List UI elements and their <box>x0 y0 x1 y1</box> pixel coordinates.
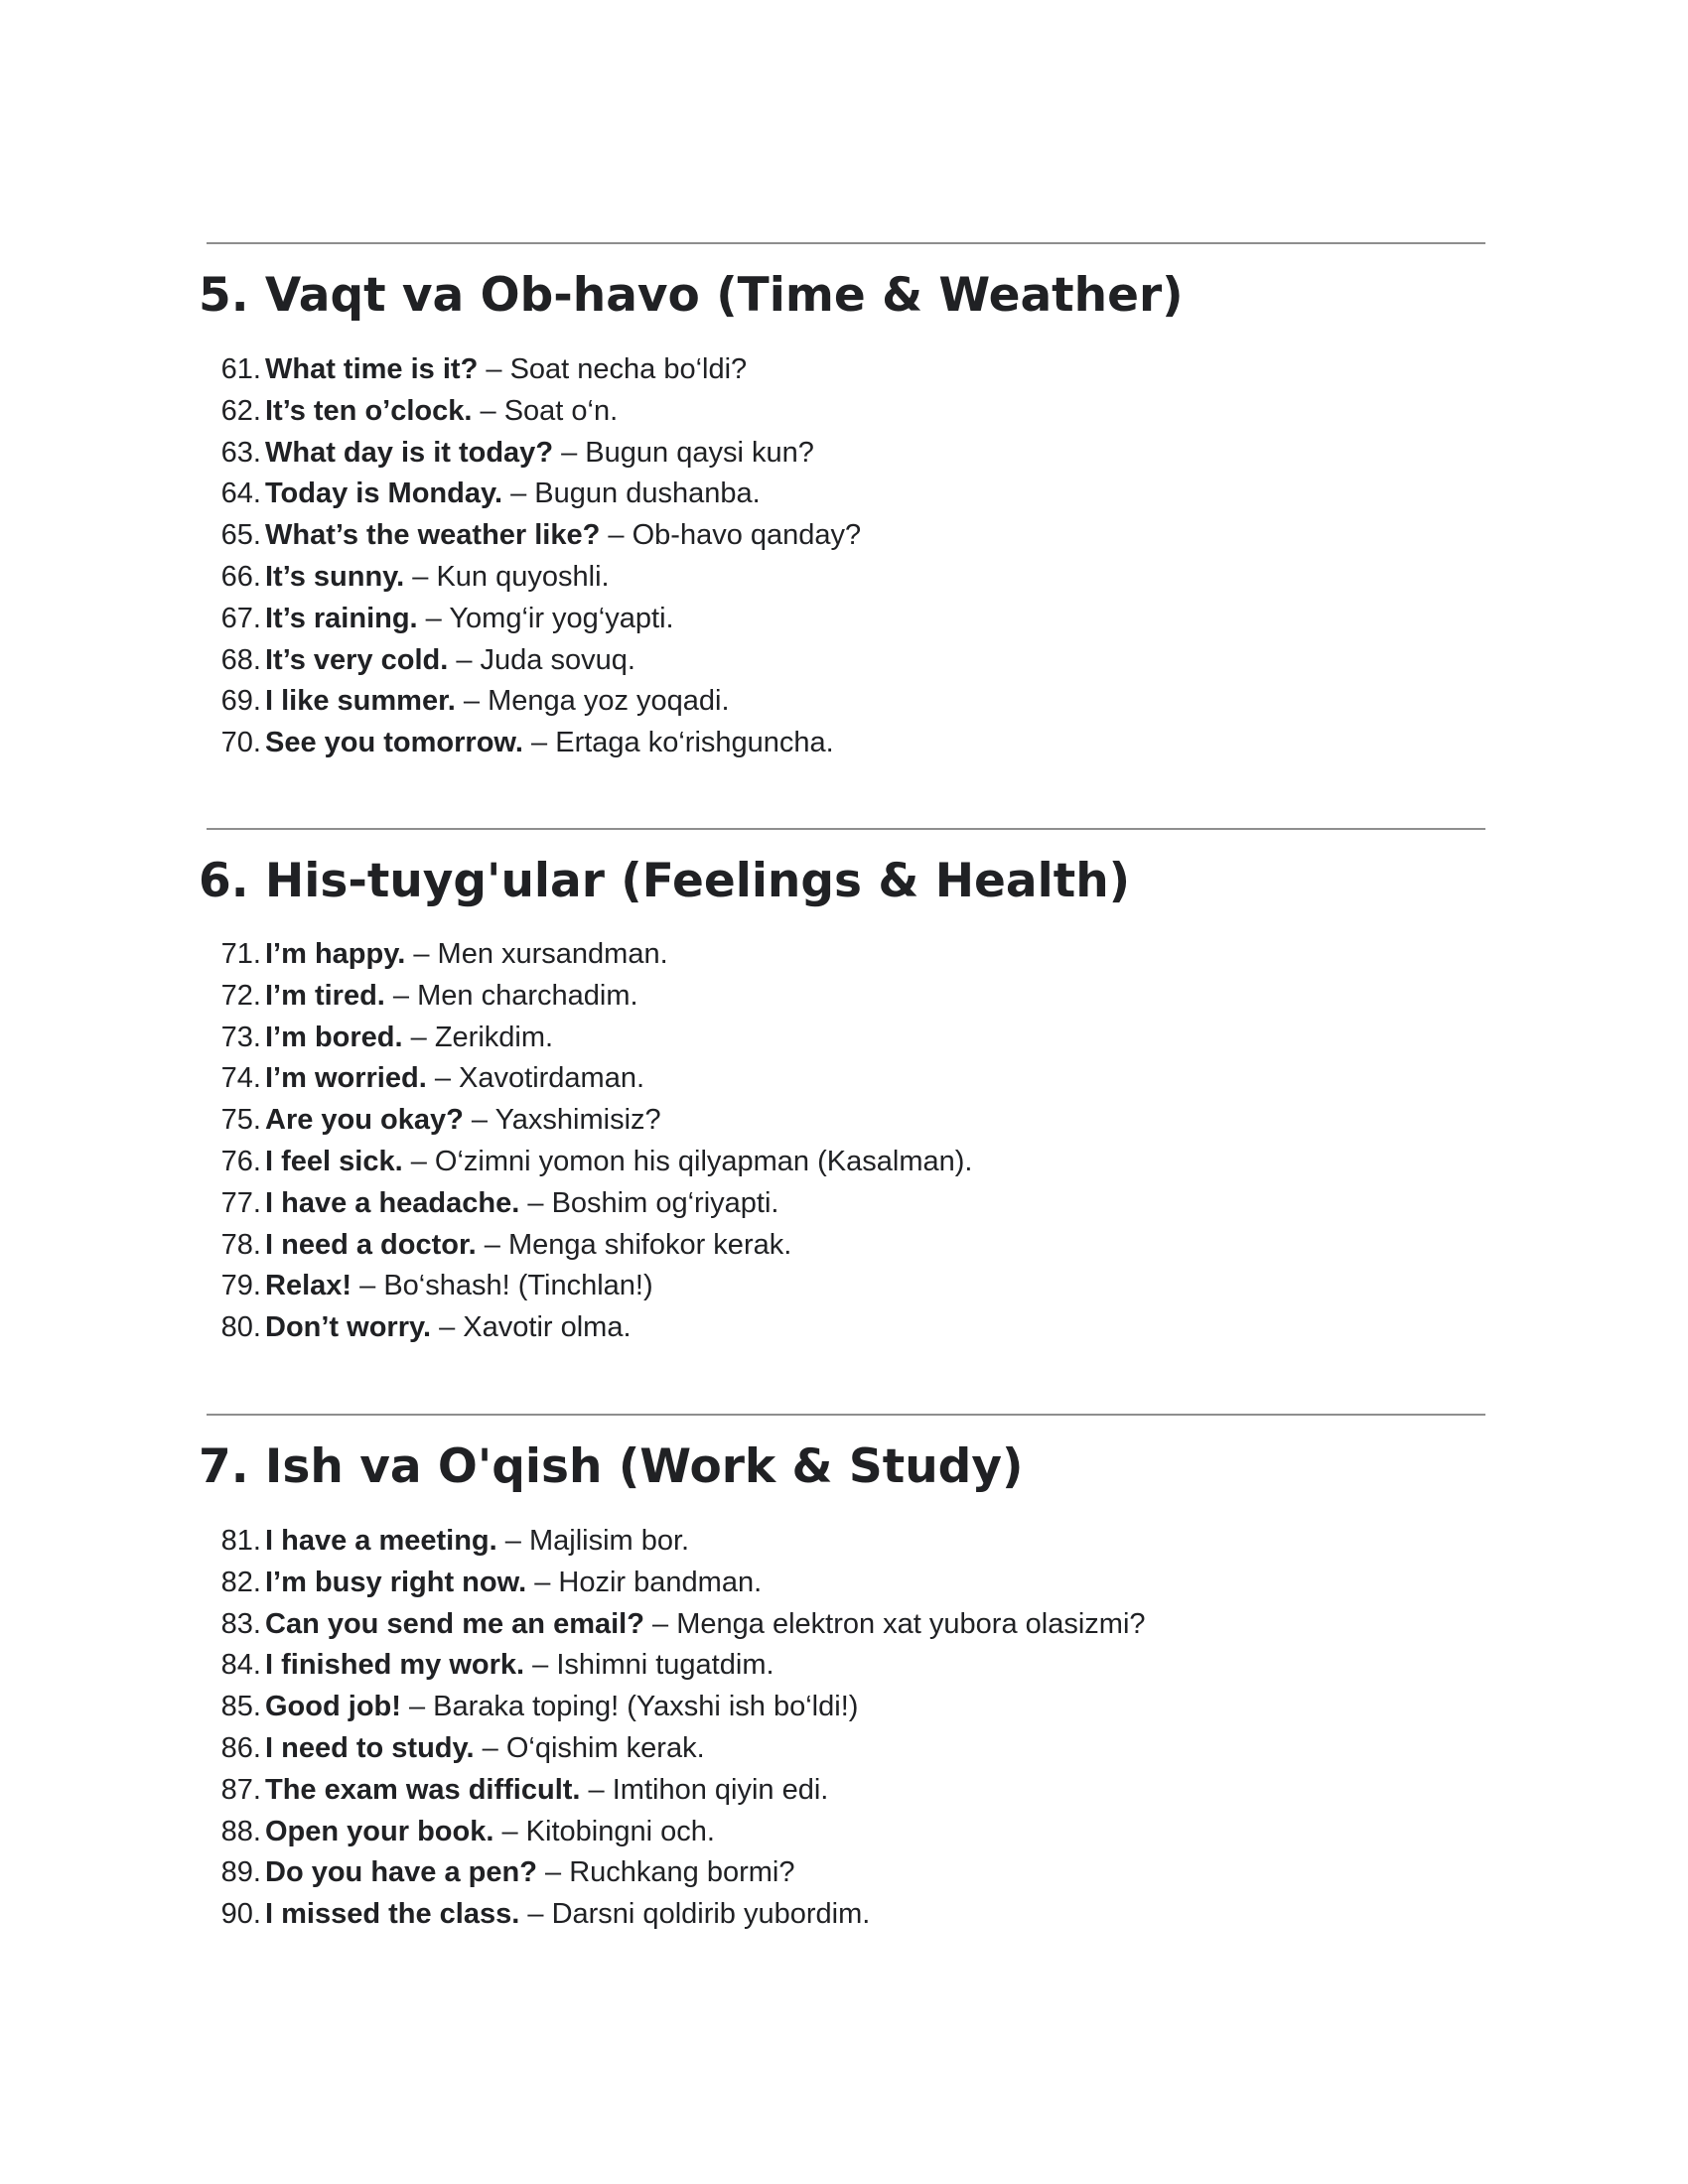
english-phrase: Good job! <box>265 1691 401 1723</box>
uzbek-translation: O‘zimni yomon his qilyapman (Kasalman). <box>434 1145 973 1177</box>
phrase-text <box>265 1183 778 1225</box>
dash-separator: – <box>527 1186 544 1219</box>
uzbek-translation: Boshim og‘riyapti. <box>551 1186 779 1219</box>
phrase-number: 80. <box>220 1311 261 1344</box>
phrase-text <box>265 433 814 475</box>
english-phrase: I missed the class. <box>265 1898 520 1931</box>
phrase-text <box>265 1521 689 1563</box>
english-phrase: I’m happy. <box>265 938 406 970</box>
dash-separator: – <box>408 1691 426 1723</box>
dash-separator: – <box>456 643 473 676</box>
phrase-item <box>0 1521 1688 1563</box>
phrase-number: 76. <box>220 1145 261 1177</box>
uzbek-translation: Xavotirdaman. <box>459 1062 645 1095</box>
phrase-item <box>0 557 1688 599</box>
dash-separator: – <box>413 938 430 970</box>
phrase-item <box>0 1604 1688 1646</box>
phrase-number: 85. <box>220 1691 261 1723</box>
english-phrase: See you tomorrow. <box>265 727 523 759</box>
phrase-number: 84. <box>220 1649 261 1682</box>
english-phrase: Today is Monday. <box>265 478 503 510</box>
uzbek-translation: Soat o‘n. <box>503 394 619 427</box>
uzbek-translation: Majlisim bor. <box>528 1525 690 1557</box>
phrase-item <box>0 1266 1688 1307</box>
dash-separator: – <box>425 602 442 634</box>
phrase-item <box>0 1142 1688 1183</box>
phrase-item <box>0 391 1688 433</box>
phrase-number: 68. <box>220 643 261 676</box>
english-phrase: Do you have a pen? <box>265 1856 537 1889</box>
phrase-item <box>0 1894 1688 1936</box>
phrase-text <box>265 599 674 640</box>
phrase-text <box>265 723 834 764</box>
dash-separator: – <box>527 1898 544 1931</box>
phrase-number: 75. <box>220 1104 261 1137</box>
phrase-item <box>0 515 1688 557</box>
uzbek-translation: Menga elektron xat yubora olasizmi? <box>676 1607 1146 1640</box>
phrase-item <box>0 640 1688 682</box>
dash-separator: – <box>484 1228 500 1261</box>
section-divider <box>207 828 1485 830</box>
uzbek-translation: Zerikdim. <box>434 1021 554 1053</box>
english-phrase: It’s ten o’clock. <box>265 394 473 427</box>
uzbek-translation: Men xursandman. <box>437 938 668 970</box>
uzbek-translation: Ishimni tugatdim. <box>556 1649 774 1682</box>
uzbek-translation: Bo‘shash! (Tinchlan!) <box>383 1270 653 1302</box>
english-phrase: I’m busy right now. <box>265 1566 527 1598</box>
english-phrase: Can you send me an email? <box>265 1607 644 1640</box>
dash-separator: – <box>608 519 625 552</box>
english-phrase: Open your book. <box>265 1815 494 1847</box>
dash-separator: – <box>534 1566 551 1598</box>
dash-separator: – <box>588 1773 605 1806</box>
dash-separator: – <box>412 560 429 593</box>
phrase-number: 83. <box>220 1607 261 1640</box>
english-phrase: I need a doctor. <box>265 1228 477 1261</box>
phrase-text <box>265 1770 828 1812</box>
phrase-item <box>0 599 1688 640</box>
phrase-text <box>265 391 618 433</box>
phrase-number: 86. <box>220 1731 261 1764</box>
phrase-item <box>0 1770 1688 1812</box>
phrase-list <box>0 349 1688 764</box>
uzbek-translation: Bugun dushanba. <box>534 478 761 510</box>
phrase-number: 65. <box>220 519 261 552</box>
phrase-item <box>0 1563 1688 1604</box>
english-phrase: The exam was difficult. <box>265 1773 581 1806</box>
phrase-text <box>265 1852 795 1894</box>
phrase-text <box>265 934 668 976</box>
phrase-text <box>265 640 635 682</box>
phrase-number: 71. <box>220 938 261 970</box>
phrase-text <box>265 1142 972 1183</box>
uzbek-translation: Yomg‘ir yog‘yapti. <box>449 602 674 634</box>
phrase-item <box>0 1812 1688 1853</box>
phrase-number: 61. <box>220 353 261 385</box>
uzbek-translation: Imtihon qiyin edi. <box>612 1773 829 1806</box>
phrase-list <box>0 1521 1688 1936</box>
english-phrase: I like summer. <box>265 685 456 718</box>
phrase-text <box>265 681 730 723</box>
dash-separator: – <box>480 394 496 427</box>
dash-separator: – <box>471 1104 489 1137</box>
dash-separator: – <box>504 1525 521 1557</box>
section-divider <box>207 1414 1485 1416</box>
uzbek-translation: Juda sovuq. <box>480 643 635 676</box>
uzbek-translation: Yaxshimisiz? <box>494 1104 661 1137</box>
dash-separator: – <box>359 1270 376 1302</box>
english-phrase: I need to study. <box>265 1731 475 1764</box>
dash-separator: – <box>486 353 502 385</box>
phrase-number: 73. <box>220 1021 261 1053</box>
phrase-text <box>265 349 747 391</box>
uzbek-translation: Soat necha bo‘ldi? <box>509 353 748 385</box>
phrase-item <box>0 1018 1688 1059</box>
phrase-number: 62. <box>220 394 261 427</box>
dash-separator: – <box>463 685 481 718</box>
phrase-number: 78. <box>220 1228 261 1261</box>
phrase-text <box>265 1687 858 1728</box>
uzbek-translation: Darsni qoldirib yubordim. <box>551 1898 871 1931</box>
phrase-number: 79. <box>220 1270 261 1302</box>
dash-separator: – <box>501 1815 518 1847</box>
phrase-text <box>265 1225 791 1267</box>
phrase-number: 89. <box>220 1856 261 1889</box>
phrase-item <box>0 1728 1688 1770</box>
phrase-text <box>265 1058 644 1100</box>
phrase-item <box>0 1645 1688 1687</box>
phrase-number: 64. <box>220 478 261 510</box>
english-phrase: It’s raining. <box>265 602 418 634</box>
phrase-item <box>0 934 1688 976</box>
dash-separator: – <box>532 1649 549 1682</box>
phrase-number: 69. <box>220 685 261 718</box>
phrase-text <box>265 557 610 599</box>
english-phrase: Are you okay? <box>265 1104 464 1137</box>
phrase-number: 81. <box>220 1525 261 1557</box>
english-phrase: I finished my work. <box>265 1649 525 1682</box>
uzbek-translation: Men charchadim. <box>417 979 638 1012</box>
english-phrase: I have a headache. <box>265 1186 520 1219</box>
english-phrase: I feel sick. <box>265 1145 403 1177</box>
english-phrase: What time is it? <box>265 353 479 385</box>
uzbek-translation: Xavotir olma. <box>463 1311 632 1344</box>
dash-separator: – <box>482 1731 498 1764</box>
phrase-number: 82. <box>220 1566 261 1598</box>
phrase-item <box>0 681 1688 723</box>
english-phrase: It’s very cold. <box>265 643 449 676</box>
english-phrase: What’s the weather like? <box>265 519 601 552</box>
phrase-text <box>265 1018 553 1059</box>
phrase-text <box>265 1812 715 1853</box>
section-heading: 7. Ish va O'qish (Work & Study) <box>199 1439 1024 1494</box>
section-heading: 6. His-tuyg'ular (Feelings & Health) <box>199 854 1131 908</box>
phrase-text <box>265 1728 705 1770</box>
phrase-item <box>0 1852 1688 1894</box>
english-phrase: Don’t worry. <box>265 1311 432 1344</box>
phrase-text <box>265 1604 1146 1646</box>
phrase-number: 66. <box>220 560 261 593</box>
dash-separator: – <box>652 1607 669 1640</box>
english-phrase: It’s sunny. <box>265 560 405 593</box>
phrase-item <box>0 1100 1688 1142</box>
phrase-item <box>0 1183 1688 1225</box>
phrase-number: 63. <box>220 436 261 469</box>
phrase-number: 67. <box>220 602 261 634</box>
phrase-item <box>0 474 1688 515</box>
phrase-text <box>265 1894 870 1936</box>
phrase-item <box>0 1225 1688 1267</box>
phrase-text <box>265 515 861 557</box>
phrase-number: 74. <box>220 1062 261 1095</box>
uzbek-translation: Ruchkang bormi? <box>569 1856 795 1889</box>
uzbek-translation: Hozir bandman. <box>558 1566 763 1598</box>
phrase-text <box>265 474 761 515</box>
phrase-number: 72. <box>220 979 261 1012</box>
uzbek-translation: Kun quyoshli. <box>436 560 610 593</box>
uzbek-translation: Menga yoz yoqadi. <box>488 685 730 718</box>
phrase-item <box>0 1307 1688 1349</box>
phrase-text <box>265 1100 661 1142</box>
english-phrase: I’m tired. <box>265 979 385 1012</box>
section-divider <box>207 242 1485 244</box>
phrase-item <box>0 976 1688 1018</box>
phrase-item <box>0 723 1688 764</box>
english-phrase: What day is it today? <box>265 436 554 469</box>
phrase-item <box>0 1687 1688 1728</box>
phrase-list <box>0 934 1688 1349</box>
dash-separator: – <box>410 1021 427 1053</box>
section-heading: 5. Vaqt va Ob-havo (Time & Weather) <box>199 268 1184 323</box>
phrase-item <box>0 1058 1688 1100</box>
dash-separator: – <box>561 436 578 469</box>
phrase-text <box>265 1307 632 1349</box>
dash-separator: – <box>545 1856 562 1889</box>
phrase-item <box>0 433 1688 475</box>
phrase-text <box>265 1266 653 1307</box>
english-phrase: I’m worried. <box>265 1062 427 1095</box>
uzbek-translation: Bugun qaysi kun? <box>585 436 814 469</box>
english-phrase: I have a meeting. <box>265 1525 497 1557</box>
phrase-text <box>265 976 638 1018</box>
uzbek-translation: Baraka toping! (Yaxshi ish bo‘ldi!) <box>433 1691 859 1723</box>
dash-separator: – <box>510 478 527 510</box>
uzbek-translation: Kitobingni och. <box>525 1815 715 1847</box>
english-phrase: I’m bored. <box>265 1021 403 1053</box>
english-phrase: Relax! <box>265 1270 352 1302</box>
phrase-text <box>265 1645 774 1687</box>
phrase-text <box>265 1563 762 1604</box>
phrase-number: 77. <box>220 1186 261 1219</box>
dash-separator: – <box>439 1311 456 1344</box>
phrase-number: 87. <box>220 1773 261 1806</box>
dash-separator: – <box>392 979 410 1012</box>
phrase-number: 88. <box>220 1815 261 1847</box>
uzbek-translation: Ob-havo qanday? <box>632 519 862 552</box>
dash-separator: – <box>434 1062 451 1095</box>
phrase-item <box>0 349 1688 391</box>
uzbek-translation: Ertaga ko‘rishguncha. <box>555 727 834 759</box>
dash-separator: – <box>410 1145 427 1177</box>
phrase-number: 70. <box>220 727 261 759</box>
phrase-number: 90. <box>220 1898 261 1931</box>
uzbek-translation: O‘qishim kerak. <box>505 1731 705 1764</box>
uzbek-translation: Menga shifokor kerak. <box>507 1228 792 1261</box>
dash-separator: – <box>531 727 548 759</box>
